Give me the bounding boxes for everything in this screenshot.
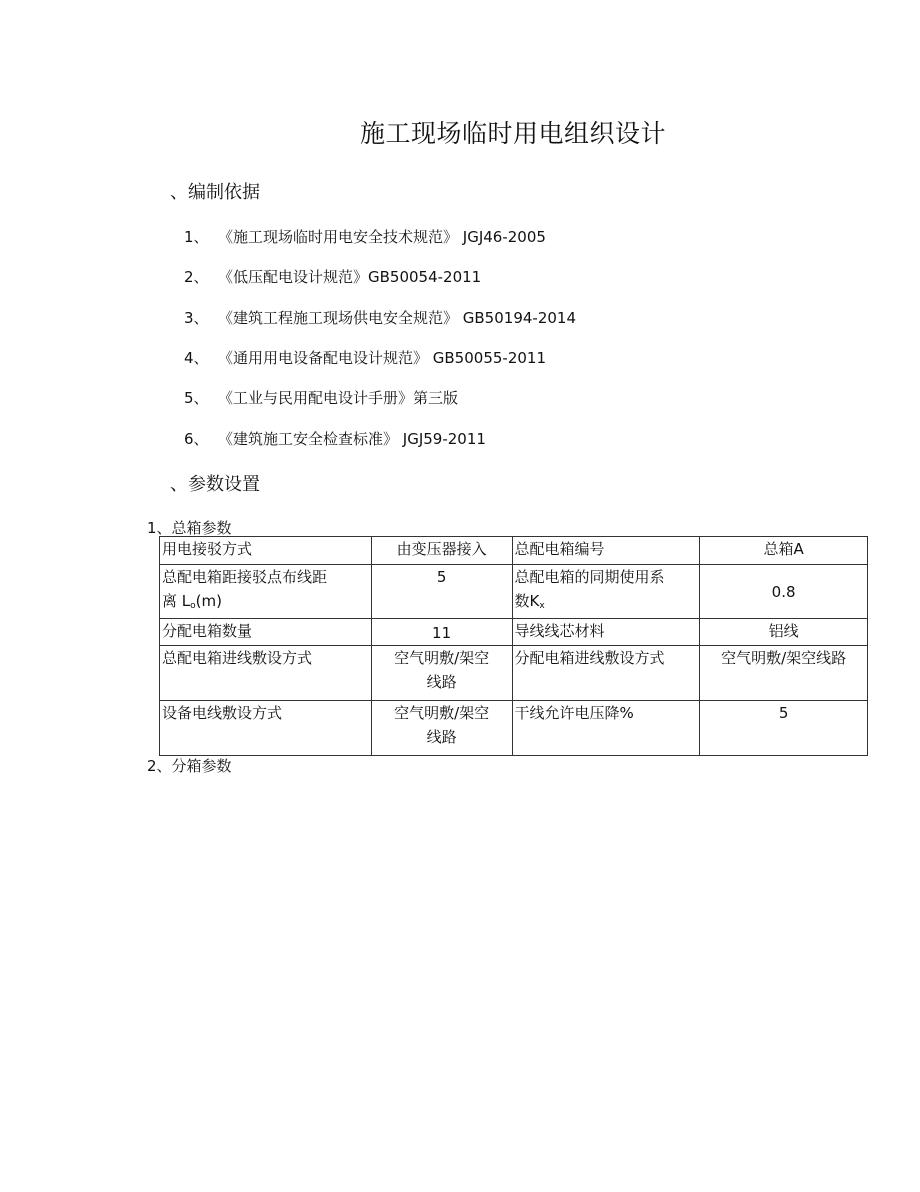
param-value: 由变压器接入	[371, 537, 512, 565]
param-value-line1: 空气明敷/架空	[394, 704, 490, 722]
reference-item	[184, 387, 458, 408]
reference-number: 2、	[184, 268, 209, 286]
param-label: 干线允许电压降%	[512, 701, 700, 756]
reference-item	[184, 226, 546, 247]
param-label: 分配电箱数量	[160, 619, 372, 646]
reference-item	[184, 307, 576, 328]
param-value	[371, 701, 512, 756]
reference-number: 3、	[184, 309, 209, 327]
param-value-line1: 空气明敷/架空	[394, 649, 490, 667]
main-box-parameter-table	[159, 536, 868, 756]
reference-number: 5、	[184, 389, 209, 407]
param-label-line2: 离 L	[162, 592, 191, 610]
param-value: 总箱A	[700, 537, 868, 565]
reference-item	[184, 347, 546, 368]
param-label: 用电接驳方式	[160, 537, 372, 565]
table-row	[160, 537, 868, 565]
param-label-subscript: x	[539, 601, 545, 611]
page-title: 施工现场临时用电组织设计	[359, 119, 666, 148]
reference-number: 4、	[184, 349, 209, 367]
param-label-line1: 总配电箱的同期使用系	[514, 568, 665, 586]
param-label: 设备电线敷设方式	[160, 701, 372, 756]
param-label: 总配电箱进线敷设方式	[160, 646, 372, 701]
table-row	[160, 701, 868, 756]
param-value: 5	[700, 701, 868, 756]
reference-text: 《施工现场临时用电安全技术规范》 JGJ46-2005	[218, 228, 546, 246]
param-value: 空气明敷/架空线路	[700, 646, 868, 701]
param-value-line2: 线路	[426, 728, 457, 746]
param-label: 总配电箱编号	[512, 537, 700, 565]
reference-text: 《低压配电设计规范》GB50054-2011	[218, 268, 482, 286]
reference-number: 6、	[184, 430, 209, 448]
reference-text: 《建筑施工安全检查标准》 JGJ59-2011	[218, 430, 486, 448]
reference-text: 《通用用电设备配电设计规范》 GB50055-2011	[218, 349, 546, 367]
param-label-subscript: o	[190, 601, 196, 611]
param-value: 铝线	[700, 619, 868, 646]
param-label-unit: (m)	[195, 592, 222, 610]
section-heading-basis: 、编制依据	[170, 182, 260, 203]
param-value: 0.8	[700, 565, 868, 619]
param-label-line2: 数K	[514, 592, 540, 610]
subheading-sub-box: 2、分箱参数	[147, 757, 232, 775]
reference-text: 《工业与民用配电设计手册》第三版	[218, 389, 459, 407]
section-heading-parameters: 、参数设置	[170, 474, 260, 495]
table-row	[160, 619, 868, 646]
param-value-line2: 线路	[426, 673, 457, 691]
param-value	[371, 646, 512, 701]
param-value: 11	[371, 619, 512, 646]
subheading-main-box: 1、总箱参数	[147, 519, 232, 537]
reference-text: 《建筑工程施工现场供电安全规范》 GB50194-2014	[218, 309, 576, 327]
reference-item	[184, 266, 481, 287]
table-row	[160, 646, 868, 701]
param-label: 导线线芯材料	[512, 619, 700, 646]
table-row	[160, 565, 868, 619]
param-label: 分配电箱进线敷设方式	[512, 646, 700, 701]
param-label	[160, 565, 372, 619]
param-value: 5	[371, 565, 512, 619]
param-label	[512, 565, 700, 619]
reference-item	[184, 428, 486, 449]
param-label-line1: 总配电箱距接驳点布线距	[162, 568, 328, 586]
reference-number: 1、	[184, 228, 209, 246]
